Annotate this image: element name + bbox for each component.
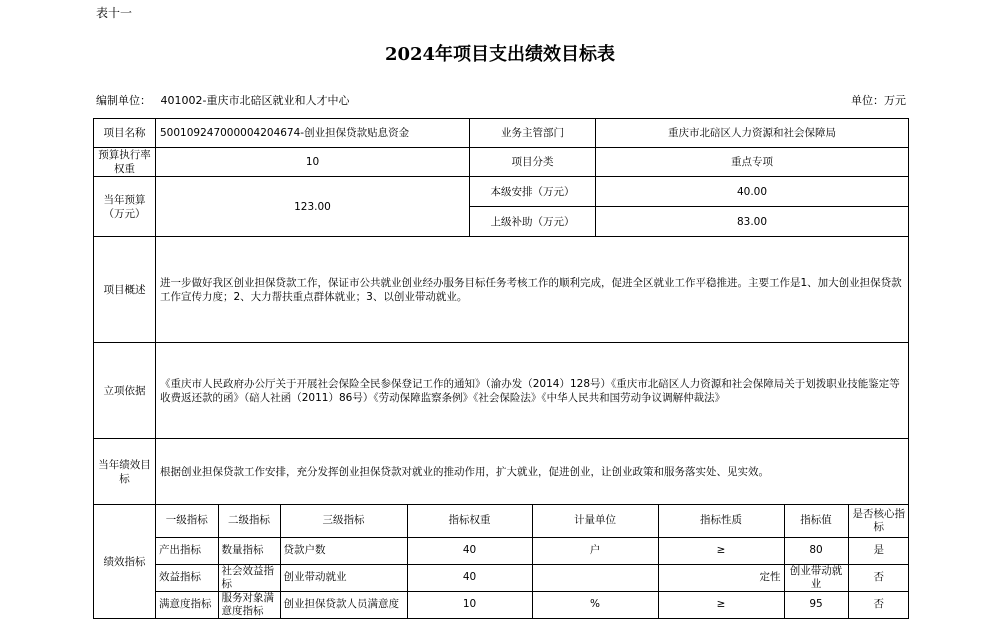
indicator-cell: 40 (407, 564, 532, 591)
perf-label: 绩效指标 (94, 505, 156, 619)
indicator-cell: 否 (848, 591, 909, 618)
header-cell: 指标权重 (407, 505, 532, 537)
compile-unit-label: 编制单位： (96, 94, 151, 107)
indicator-table (156, 505, 909, 618)
indicator-cell: 定性 (658, 564, 784, 591)
local-value: 40.00 (596, 177, 909, 207)
indicator-cell: 贷款户数 (280, 537, 407, 564)
upper-value: 83.00 (596, 207, 909, 237)
table-tag: 表十一 (96, 6, 133, 20)
performance-table (93, 118, 909, 619)
dept-value: 重庆市北碚区人力资源和社会保障局 (596, 119, 909, 148)
compile-unit-value: 401002-重庆市北碚区就业和人才中心 (160, 94, 350, 107)
upper-label: 上级补助（万元） (470, 207, 596, 237)
table-row (94, 505, 909, 619)
indicator-cell: 满意度指标 (156, 591, 218, 618)
table-row (94, 177, 909, 207)
indicator-cell (156, 505, 909, 619)
indicator-row (156, 591, 909, 618)
header-cell: 指标值 (784, 505, 848, 537)
indicator-cell: % (532, 591, 658, 618)
project-name-value: 500109247000004204674-创业担保贷款贴息资金 (156, 119, 470, 148)
overview-label: 项目概述 (94, 237, 156, 343)
indicator-cell: 95 (784, 591, 848, 618)
indicator-cell: 否 (848, 564, 909, 591)
indicator-cell: 创业带动就业 (784, 564, 848, 591)
indicator-cell: 创业带动就业 (280, 564, 407, 591)
overview-value: 进一步做好我区创业担保贷款工作，保证市公共就业创业经办服务目标任务考核工作的顺利完成，促进全区就业工作平稳推进。主要工作是1、加大创业担保贷款工作宣传力度；2、大力帮扶重点群体就业；3、以创业带动就业。 (156, 237, 909, 343)
table-row (94, 148, 909, 177)
basis-label: 立项依据 (94, 343, 156, 439)
indicator-cell: 40 (407, 537, 532, 564)
header-cell: 计量单位 (532, 505, 658, 537)
unit-label: 单位：万元 (851, 94, 906, 107)
indicator-cell: 80 (784, 537, 848, 564)
dept-label: 业务主管部门 (470, 119, 596, 148)
basis-value: 《重庆市人民政府办公厅关于开展社会保险全民参保登记工作的通知》（渝办发（2014）128号）《重庆市北碚区人力资源和社会保障局关于划拨职业技能鉴定等收费返还款的函》（碚人社函（2011）86号）《劳动保障监察条例》《社会保险法》《中华人民共和国劳动争议调解仲裁法》 (156, 343, 909, 439)
category-value: 重点专项 (596, 148, 909, 177)
indicator-cell: 效益指标 (156, 564, 218, 591)
header-cell: 三级指标 (280, 505, 407, 537)
table-row (94, 439, 909, 505)
indicator-cell (532, 564, 658, 591)
indicator-cell: 10 (407, 591, 532, 618)
indicator-cell: 社会效益指标 (218, 564, 280, 591)
indicator-cell: ≥ (658, 537, 784, 564)
budget-label: 当年预算（万元） (94, 177, 156, 237)
page-title: 2024年项目支出绩效目标表 (384, 44, 616, 65)
indicator-cell: ≥ (658, 591, 784, 618)
header-cell: 一级指标 (156, 505, 218, 537)
project-name-label: 项目名称 (94, 119, 156, 148)
local-label: 本级安排（万元） (470, 177, 596, 207)
weight-label: 预算执行率权重 (94, 148, 156, 177)
indicator-row (156, 537, 909, 564)
goal-value: 根据创业担保贷款工作安排，充分发挥创业担保贷款对就业的推动作用，扩大就业，促进创业，让创业政策和服务落实处、见实效。 (156, 439, 909, 505)
budget-value: 123.00 (156, 177, 470, 237)
goal-label: 当年绩效目标 (94, 439, 156, 505)
header-cell: 是否核心指标 (848, 505, 909, 537)
table-row (94, 237, 909, 343)
indicator-cell: 创业担保贷款人员满意度 (280, 591, 407, 618)
table-row (94, 343, 909, 439)
indicator-cell: 是 (848, 537, 909, 564)
indicator-header-row (156, 505, 909, 537)
header-cell: 指标性质 (658, 505, 784, 537)
indicator-cell: 服务对象满意度指标 (218, 591, 280, 618)
category-label: 项目分类 (470, 148, 596, 177)
table-row (94, 119, 909, 148)
compile-unit (96, 92, 349, 108)
weight-value: 10 (156, 148, 470, 177)
indicator-cell: 数量指标 (218, 537, 280, 564)
indicator-cell: 产出指标 (156, 537, 218, 564)
indicator-cell: 户 (532, 537, 658, 564)
indicator-row (156, 564, 909, 591)
header-cell: 二级指标 (218, 505, 280, 537)
